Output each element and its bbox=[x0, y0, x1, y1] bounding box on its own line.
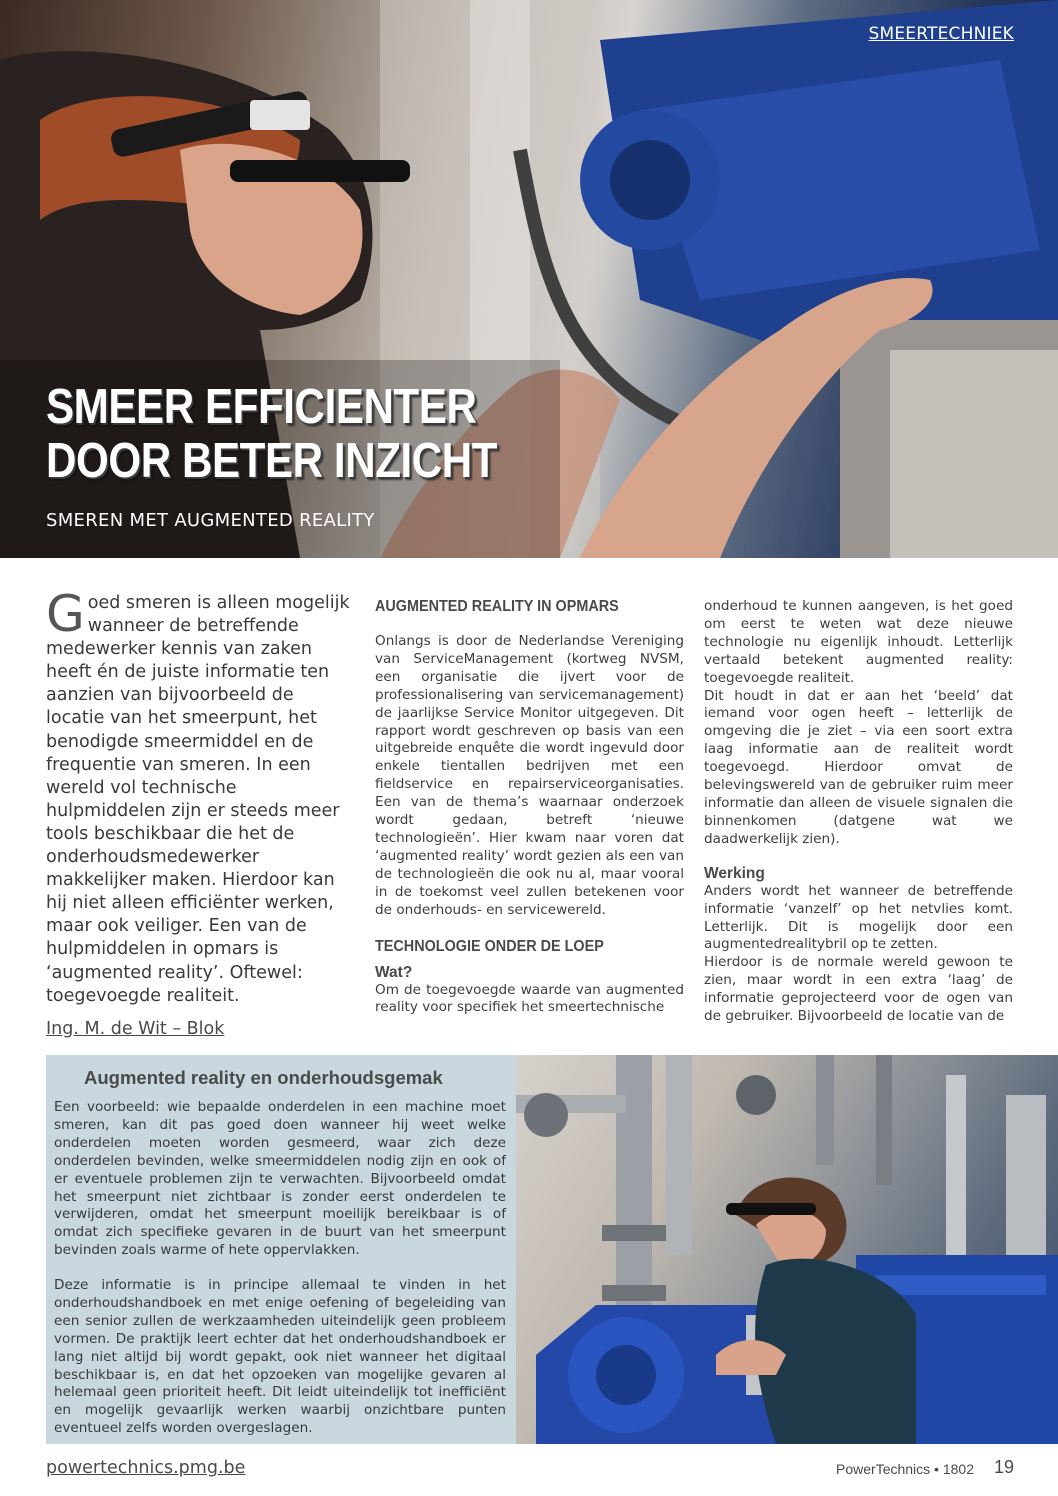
footer-magazine-issue: PowerTechnics • 1802 bbox=[836, 1461, 974, 1477]
subheading-werking: Werking bbox=[704, 864, 765, 882]
page-number: 19 bbox=[993, 1457, 1014, 1477]
maintenance-illustration bbox=[516, 1055, 1058, 1444]
hero-photo bbox=[0, 0, 1058, 558]
article-column-3 bbox=[704, 598, 1013, 1026]
paragraph: Dit houdt in dat er aan het ‘beeld’ dat iemand voor ogen heeft – letterlijk de omgeving die je ziet – via een soort extra laag informatie aan de realiteit wordt toegevoegd. Hierdoor omvat de belevingswereld van de gebruiker ruim meer informatie dan alleen de visuele signalen die binnenkomen (datgene wat we daadwerkelijk zien). bbox=[704, 687, 1013, 847]
box-paragraph: Deze informatie is in principe allemaal te vinden in het onderhoudshandboek en met enige oefening of begeleiding van een senior zullen de werkzaamheden uiteindelijk geen probleem vormen. De praktijk leert echter dat het onderhoudshandboek er lang niet altijd bij wordt gepakt, ook niet wanneer het digitaal beschikbaar is, en dat het opzoeken van mogelijke gevaren al helemaal geen prioriteit heeft. Dit leidt uiteindelijk tot inefficiënt en mogelijk gevaarlijk werken waarbij onzichtbare punten eventueel zelfs worden overgeslagen. bbox=[54, 1277, 506, 1437]
paragraph: Hierdoor is de normale wereld gewoon te zien, maar wordt in een extra ‘laag’ de informatie geprojecteerd voor de ogen van de gebruiker. Bijvoorbeeld de locatie van de bbox=[704, 954, 1013, 1025]
intro-column bbox=[46, 585, 352, 1041]
drop-cap: G bbox=[46, 585, 85, 643]
article-column-2 bbox=[375, 592, 684, 1017]
section-tag: SMEERTECHNIEK bbox=[868, 24, 1014, 44]
intro-text: oed smeren is alleen mogelijk wanneer de betreffende medewerker kennis van zaken heeft én de juiste informatie ten aanzien van bijvoorbeeld de locatie van het smeerpunt, het benodigde smeermiddel en de frequentie van smeren. In een wereld vol technische hulpmiddelen zijn er steeds meer tools beschikbaar die het de onderhoudsmedewerker makkelijker maken. Hierdoor kan hij niet alleen efficiënter werken, maar ook veiliger. Een van de hulpmiddelen in opmars is ‘augmented reality’. Oftewel: toegevoegde realiteit. bbox=[46, 593, 350, 1006]
subtitle: SMEREN MET AUGMENTED REALITY bbox=[46, 510, 375, 531]
paragraph: onderhoud te kunnen aangeven, is het goed om eerst te weten wat deze nieuwe technologie nu eigenlijk inhoudt. Letterlijk vertaald betekent augmented reality: toegevoegde realiteit. bbox=[704, 598, 1013, 686]
heading-augmented-reality: AUGMENTED REALITY IN OPMARS bbox=[375, 598, 619, 615]
sidebar-box bbox=[46, 1055, 1058, 1444]
box-title: Augmented reality en onderhoudsgemak bbox=[84, 1067, 443, 1088]
author-link[interactable]: Ing. M. de Wit – Blok bbox=[46, 1018, 225, 1039]
paragraph: Om de toegevoegde waarde van augmented reality voor specifiek het smeertechnische bbox=[375, 981, 684, 1016]
headline-line-1: SMEER EFFICIENTER bbox=[46, 380, 477, 434]
paragraph: Onlangs is door de Nederlandse Vereniging van ServiceManagement (kortweg NVSM, een organisatie die ijvert voor de professionalisering van servicemanagement) de jaarlijkse Service Monitor uitgegeven. Dit rapport wordt geschreven op basis van een uitgebreide enquête die wordt ingevuld door enkele tientallen bedrijven met een fieldservice en repairserviceorganisaties. Een van de thema’s waarnaar onderzoek wordt gedaan, betreft ‘nieuwe technologieën’. Hier kwam naar voren dat ‘augmented reality’ wordt gezien als een van de technologieën die ook nu al, maar vooral in de toekomst veel zullen betekenen voor de onderhouds- en servicewereld. bbox=[375, 633, 684, 918]
subheading-wat: Wat? bbox=[375, 963, 413, 981]
footer-website-link[interactable]: powertechnics.pmg.be bbox=[46, 1458, 246, 1478]
box-paragraph: Een voorbeeld: wie bepaalde onderdelen in een machine moet smeren, kan dit pas goed doen wanneer hij weet welke onderdelen moeten worden gesmeerd, waar zich deze onderdelen bevinden, welke smeermiddelen nodig zijn en ook of er eventuele problemen zijn te verwachten. Bijvoorbeeld omdat het smeerpunt niet zichtbaar is zonder eerst onderdelen te verwijderen, omdat het smeerpunt moeilijk bereikbaar is of omdat zich specifieke gevaren in de buurt van het smeerpunt bevinden zoals warme of hete oppervlakken. bbox=[54, 1099, 506, 1259]
heading-technologie: TECHNOLOGIE ONDER DE LOEP bbox=[375, 937, 604, 955]
page-title bbox=[46, 380, 497, 488]
headline-line-2: DOOR BETER INZICHT bbox=[46, 434, 498, 488]
paragraph: Anders wordt het wanneer de betreffende informatie ‘vanzelf’ op het netvlies komt. Letterlijk. Dit is mogelijk door een augmentedrealitybril op te zetten. bbox=[704, 882, 1013, 953]
maintenance-photo bbox=[516, 1055, 1058, 1444]
